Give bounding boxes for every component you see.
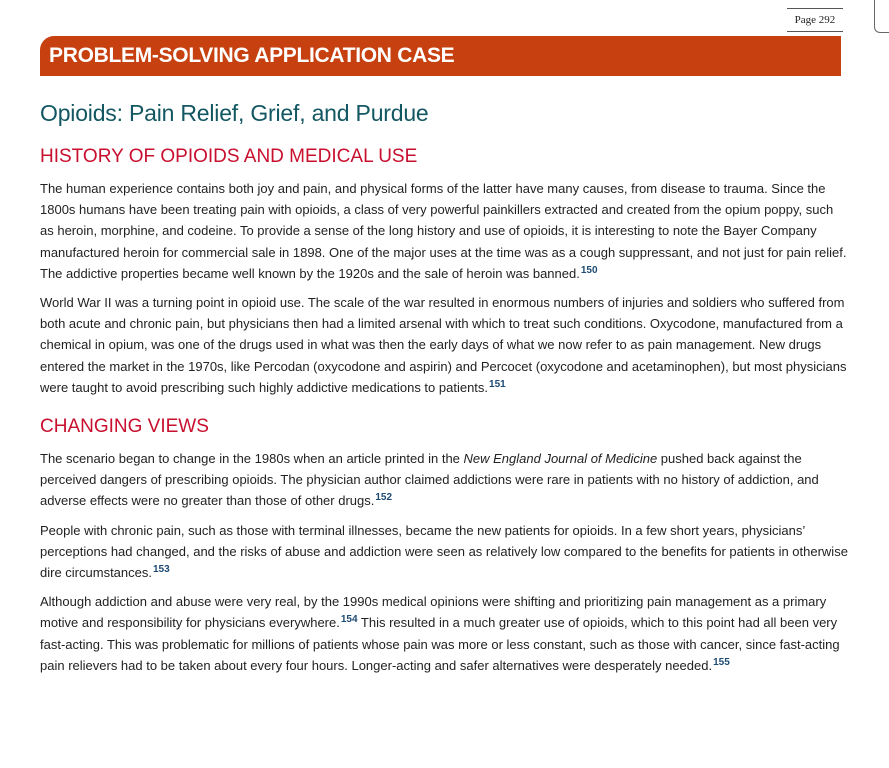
article-body (40, 96, 850, 676)
paragraph (40, 292, 850, 398)
paragraph (40, 178, 850, 284)
paragraph-text: This resulted in a much greater use of opioids, which to this point had all been very fast-acting. This was problematic for millions of patients whose pain was more or less constant, such as those with cancer, since fast-acting pain relievers had to be taken about every four hours. Longer-acting and safer alternatives were desperately needed. (40, 615, 840, 673)
paragraph-text: Although addiction and abuse were very real, by the 1990s medical opinions were shifting and prioritizing pain management as a primary motive and responsibility for physicians everywhere. (40, 594, 827, 631)
footnote-ref[interactable]: 154 (340, 614, 358, 626)
side-panel-tab[interactable] (874, 0, 889, 33)
paragraph-text: World War II was a turning point in opioid use. The scale of the war resulted in enormous numbers of injuries and soldiers who suffered from both acute and chronic pain, but physicians then had a limited arsenal with which to treat such conditions. Oxycodone, manufactured from a chemical in opium, was one of the drugs used in what was then the early days of what we now refer to as pain management. New drugs entered the market in the 1970s, like Percodan (oxycodone and aspirin) and Percocet (oxycodone and acetaminophen), but most physicians were taught to avoid prescribing such highly addictive medications to patients. (40, 295, 847, 395)
case-banner: PROBLEM-SOLVING APPLICATION CASE (40, 36, 841, 76)
section-heading-changing-views: CHANGING VIEWS (40, 416, 209, 438)
footnote-ref[interactable]: 155 (713, 656, 730, 668)
article-title: Opioids: Pain Relief, Grief, and Purdue (40, 100, 429, 126)
paragraph-text: pushed back against the perceived dangers of prescribing opioids. The physician author claimed addictions were rare in patients with no history of addiction, and adverse effects were no greater than those of other drugs. (40, 451, 819, 509)
paragraph-text: The human experience contains both joy and pain, and physical forms of the latter have many causes, from disease to trauma. Since the 1800s humans have been treating pain with opioids, a class of very powerful painkillers extracted and created from the opium poppy, such as heroin, morphine, and codeine. To provide a sense of the long history and use of opioids, it is interesting to note the Bayer Company manufactured heroin for commercial sale in 1898. One of the major uses at the time was as a cough suppressant, and not just for pain relief. The addictive properties became well known by the 1920s and the sale of heroin was banned. (40, 181, 847, 281)
page-number-label: Page 292 (787, 8, 843, 32)
paragraph (40, 448, 850, 512)
journal-name: New England Journal of Medicine (463, 451, 658, 467)
footnote-ref[interactable]: 153 (152, 564, 170, 576)
footnote-ref[interactable]: 151 (489, 378, 506, 390)
footnote-ref[interactable]: 152 (375, 492, 393, 504)
paragraph (40, 591, 850, 676)
paragraph (40, 520, 850, 584)
paragraph-text: The scenario began to change in the 1980s when an article printed in the (40, 451, 464, 467)
section-heading-history: HISTORY OF OPIOIDS AND MEDICAL USE (40, 146, 418, 167)
paragraph-text: People with chronic pain, such as those with terminal illnesses, became the new patients for opioids. In a few short years, physicians’ perceptions had changed, and the risks of abuse and addiction were seen as relatively low compared to the benefits for patients in otherwise dire circumstances. (40, 522, 848, 581)
footnote-ref[interactable]: 150 (580, 264, 598, 276)
